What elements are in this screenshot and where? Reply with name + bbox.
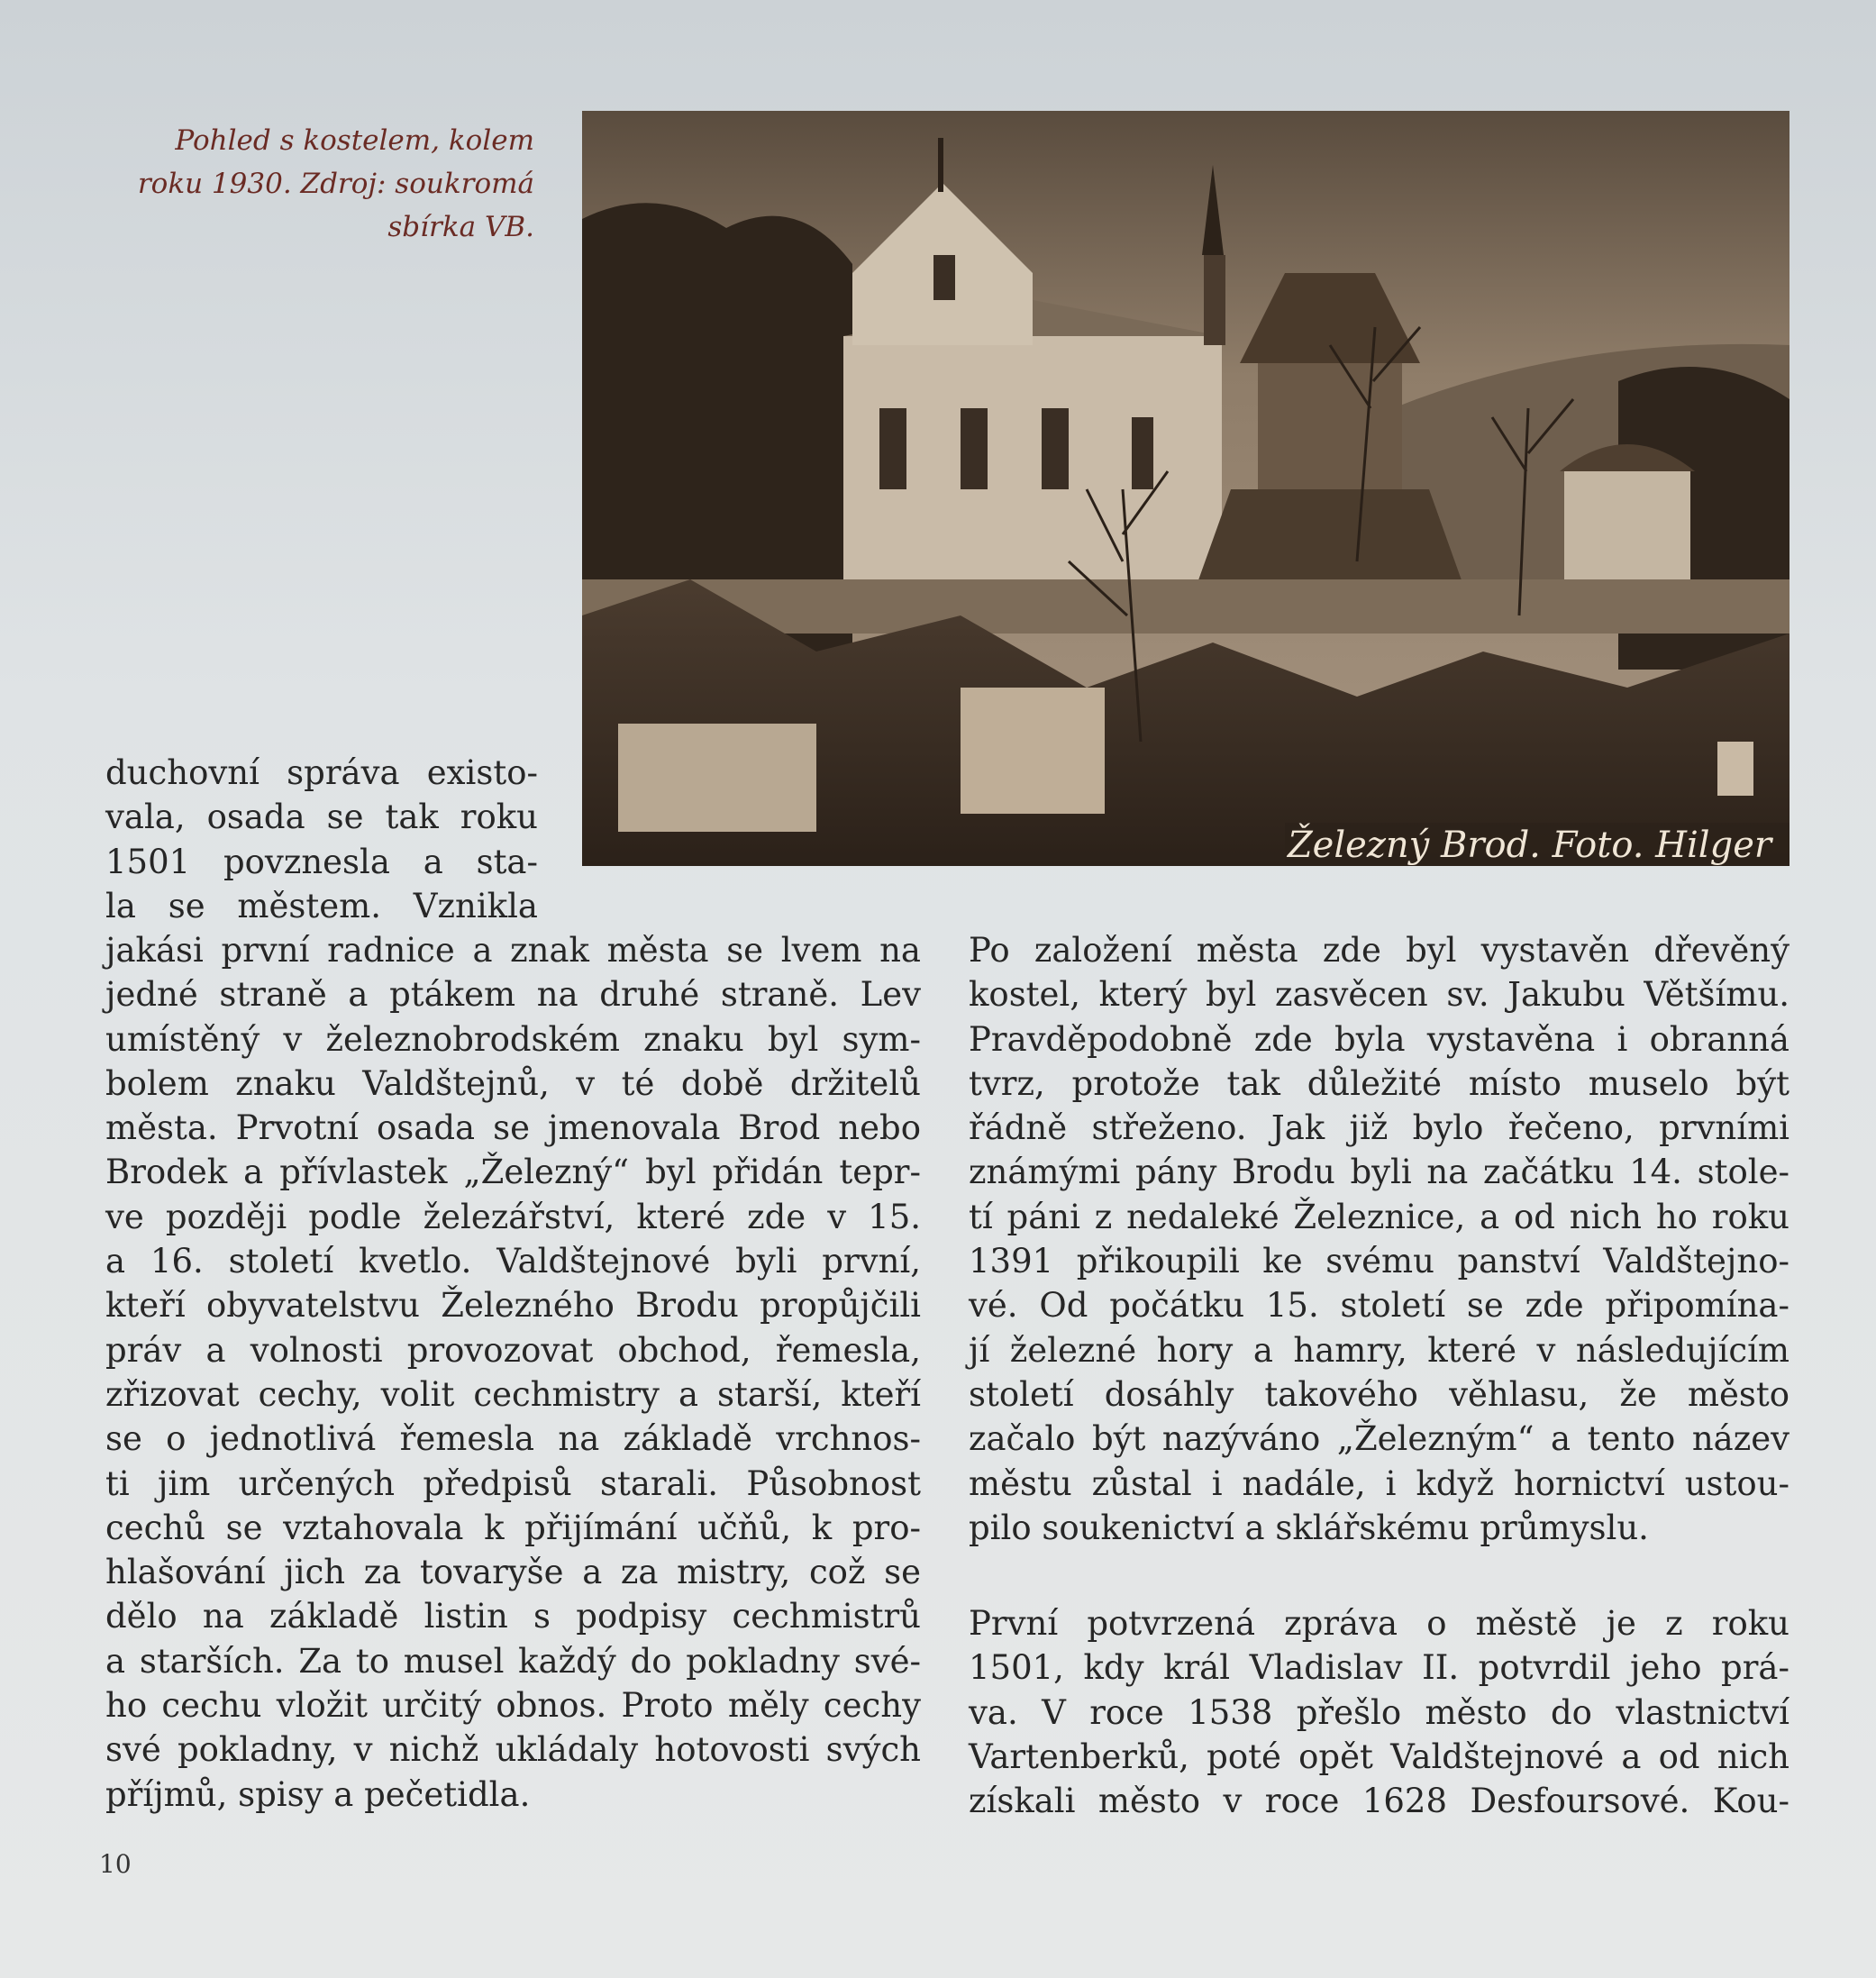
church-photo-illustration [582,111,1789,866]
text-line: cechů se vztahovala k přijímání učňů, k pro- [105,1508,921,1547]
left-column-text-continued [105,928,921,1817]
text-line: začalo být nazýváno „Železným“ a tento název [969,1419,1789,1459]
text-line: kteří obyvatelstvu Železného Brodu propůjčili [105,1286,921,1326]
text-line: města. Prvotní osada se jmenovala Brod nebo [105,1108,921,1148]
text-line: umístěný v železnobrodském znaku byl sym- [105,1019,921,1059]
historic-photo [582,111,1789,866]
text-line: ve později podle železářství, které zde v 15. [105,1197,921,1236]
text-line: své pokladny, v nichž ukládaly hotovosti svých [105,1730,921,1770]
text-line: dělo na základě listin s podpisy cechmistrů [105,1597,921,1636]
text-line: a 16. století kvetlo. Valdštejnové byli první, [105,1242,921,1281]
text-line: bolem znaku Valdštejnů, v té době držitelů [105,1063,921,1103]
text-line: 1501 povznesla a sta- [105,842,538,881]
text-line: va. V roce 1538 přešlo město do vlastnictví [969,1692,1789,1732]
text-line: la se městem. Vznikla [105,886,538,925]
text-line: pilo soukenictví a sklářskému průmyslu. [969,1508,1649,1547]
text-line: hlašování jich za tovaryše a za mistry, což se [105,1553,921,1592]
text-line: Pravděpodobně zde byla vystavěna i obranná [969,1019,1789,1059]
text-line: vala, osada se tak roku [105,798,538,837]
text-line: Vartenberků, poté opět Valdštejnové a od nich [969,1736,1789,1776]
caption-line: Pohled s kostelem, kolem [175,124,534,157]
left-column-text [105,751,538,928]
text-line: První potvrzená zpráva o městě je z roku [969,1604,1789,1643]
text-line: a starších. Za to musel každý do pokladny své- [105,1641,921,1681]
text-line: Brodek a přívlastek „Železný“ byl přidán tepr- [105,1153,921,1192]
text-line: vé. Od počátku 15. století se zde připomína- [969,1286,1789,1326]
text-line: zřizovat cechy, volit cechmistry a starší, kteří [105,1374,921,1414]
page-number: 10 [99,1849,132,1879]
text-line: tvrz, protože tak důležité místo muselo být [969,1063,1789,1103]
right-column-paragraph-1 [969,928,1789,1550]
text-line: příjmů, spisy a pečetidla. [105,1774,531,1814]
text-line: práv a volnosti provozovat obchod, řemesla, [105,1330,921,1370]
text-line: jedné straně a ptákem na druhé straně. Lev [105,975,921,1015]
text-line: jakási první radnice a znak města se lvem na [105,931,921,970]
right-column-paragraph-2 [969,1601,1789,1823]
text-line: řádně střeženo. Jak již bylo řečeno, prvními [969,1108,1789,1148]
photo-inscription: Železný Brod. Foto. Hilger [1287,825,1771,866]
caption-line: sbírka VB. [387,211,534,243]
text-line: století dosáhly takového věhlasu, že město [969,1374,1789,1414]
text-line: městu zůstal i nadále, i když hornictví ustou- [969,1463,1789,1503]
text-line: Po založení města zde byl vystavěn dřevěný [969,931,1789,970]
text-line: ho cechu vložit určitý obnos. Proto měly cechy [105,1686,921,1726]
text-line: jí železné hory a hamry, které v následujícím [969,1330,1789,1370]
text-line: se o jednotlivá řemesla na základě vrchnos- [105,1419,921,1459]
photo-caption [72,119,534,249]
text-line: 1391 přikoupili ke svému panství Valdštejno- [969,1242,1789,1281]
text-line: kostel, který byl zasvěcen sv. Jakubu Většímu. [969,975,1789,1015]
text-line: 1501, kdy král Vladislav II. potvrdil jeho prá- [969,1648,1789,1688]
caption-line: roku 1930. Zdroj: soukromá [137,168,534,200]
text-line: tí páni z nedaleké Železnice, a od nich ho roku [969,1197,1789,1236]
text-line: získali město v roce 1628 Desfoursové. Kou- [969,1782,1789,1821]
text-line: duchovní správa existo- [105,753,538,792]
text-line: známými pány Brodu byli na začátku 14. stole- [969,1153,1789,1192]
text-line: ti jim určených předpisů starali. Působnost [105,1463,921,1503]
